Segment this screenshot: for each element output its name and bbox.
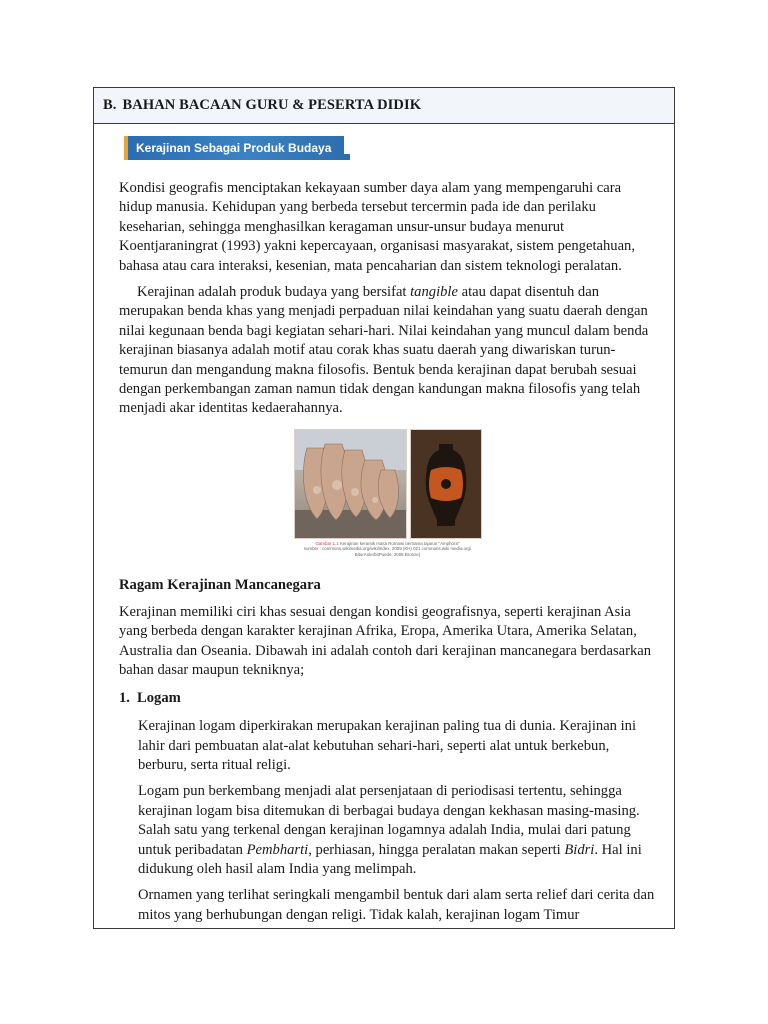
ragam-heading: Ragam Kerajinan Mancanegara [119,576,321,593]
logam-paragraph-2: Logam pun berkembang menjadi alat persenjataan di periodisasi tertentu, sehingga kerajinan logam bisa ditemukan di berbagai budaya dengan kekhasan masing-masing. Salah satu yang terkenal dengan kerajinan logamnya adalah India, mulai dari patung untuk peribadatan Pembharti, perhiasan, hingga peralatan makan seperti Bidri. Hal ini didukung oleh hasil alam India yang melimpah. [138,783,642,877]
pembharti-term: Pembharti [246,841,309,858]
topic-banner-label: Kerajinan Sebagai Produk Budaya [124,136,344,160]
intro-paragraph: Kondisi geografis menciptakan kekayaan sumber daya alam yang mempengaruhi cara hidup manusia. Kehidupan yang berbeda tersebut tercermin pada ide dan perilaku keseharian, sehingga menghasilkan keragaman unsur-unsur budaya menurut Koentjaraningrat (1993) yakni kepercayaan, organisasi masyarakat, sistem pengetahuan, bahasa atau cara interaksi, kesenian, mata pencaharian dan sistem teknologi peralatan. [119,180,635,274]
section-header [94,88,674,124]
section-title: BAHAN BACAAN GURU & PESERTA DIDIK [122,97,422,113]
topic-banner [124,136,656,162]
logam-section [119,717,656,925]
ragam-paragraph: Kerajinan memiliki ciri khas sesuai dengan kondisi geografisnya, seperti kerajinan Asia yang berbeda dengan karakter kerajinan Afrika, Eropa, Amerika Utara, Amerika Selatan, Australia dan Oseania. Dibawah ini adalah contoh dari kerajinan mancanegara berdasarkan bahan dasar maupun tekniknya; [119,604,652,679]
list-item-logam [119,689,656,708]
caption-number: Gambar 1.1 [315,540,339,546]
figure-amphora [294,429,482,558]
kerajinan-paragraph: Kerajinan adalah produk budaya yang bersifat tangible atau dapat disentuh dan merupakan benda khas yang menjadi perpaduan nilai keindahan yang suatu daerah dengan nilai kegunaan benda bagi kegiatan sehari-hari. Nilai keindahan yang muncul dalam benda kerajinan biasanya adalah motif atau corak khas suatu daerah yang diwariskan turun-temurun dan mengandung makna filosofis. Bentuk benda kerajinan dapat berubah sesuai dengan perkembangan zaman namun tidak dengan kandungan makna filosofis yang telah menjadi akar identitas kedaerahannya. [119,284,649,417]
tangible-term: tangible [410,284,458,301]
bidri-term: Bidri [564,841,595,858]
figure-caption: Gambar 1.1 Kerajinan keramik masa Romawi bernama tajarun "Amphora" sumber : commons.wikimedia.org/wiki/index, 2009 (KH) 021 commons.wiki media.org/ BiturAnlerbitPuede, 2005 Bronze) [303,540,472,558]
section-prefix: B. [103,97,117,113]
banner-tail-decoration [344,154,350,160]
content-frame [93,87,675,929]
logam-paragraph-1: Kerajinan logam diperkirakan merupakan kerajinan paling tua di dunia. Kerajinan ini lahir dari pembuatan alat-alat kebutuhan sehari-hari, seperti alat untuk berkebun, berburu, serta ritual religi. [138,718,637,773]
content-body [94,136,674,925]
greek-vase-photo [410,429,482,539]
logam-paragraph-3: Ornamen yang terlihat seringkali mengambil bentuk dari alam serta relief dari cerita dan mitos yang berhubungan dengan religi. Tidak kalah, kerajinan logam Timur [138,887,655,923]
amphorae-photo [294,429,407,539]
list-number: 1. [119,689,130,706]
list-item-title: Logam [137,689,181,706]
